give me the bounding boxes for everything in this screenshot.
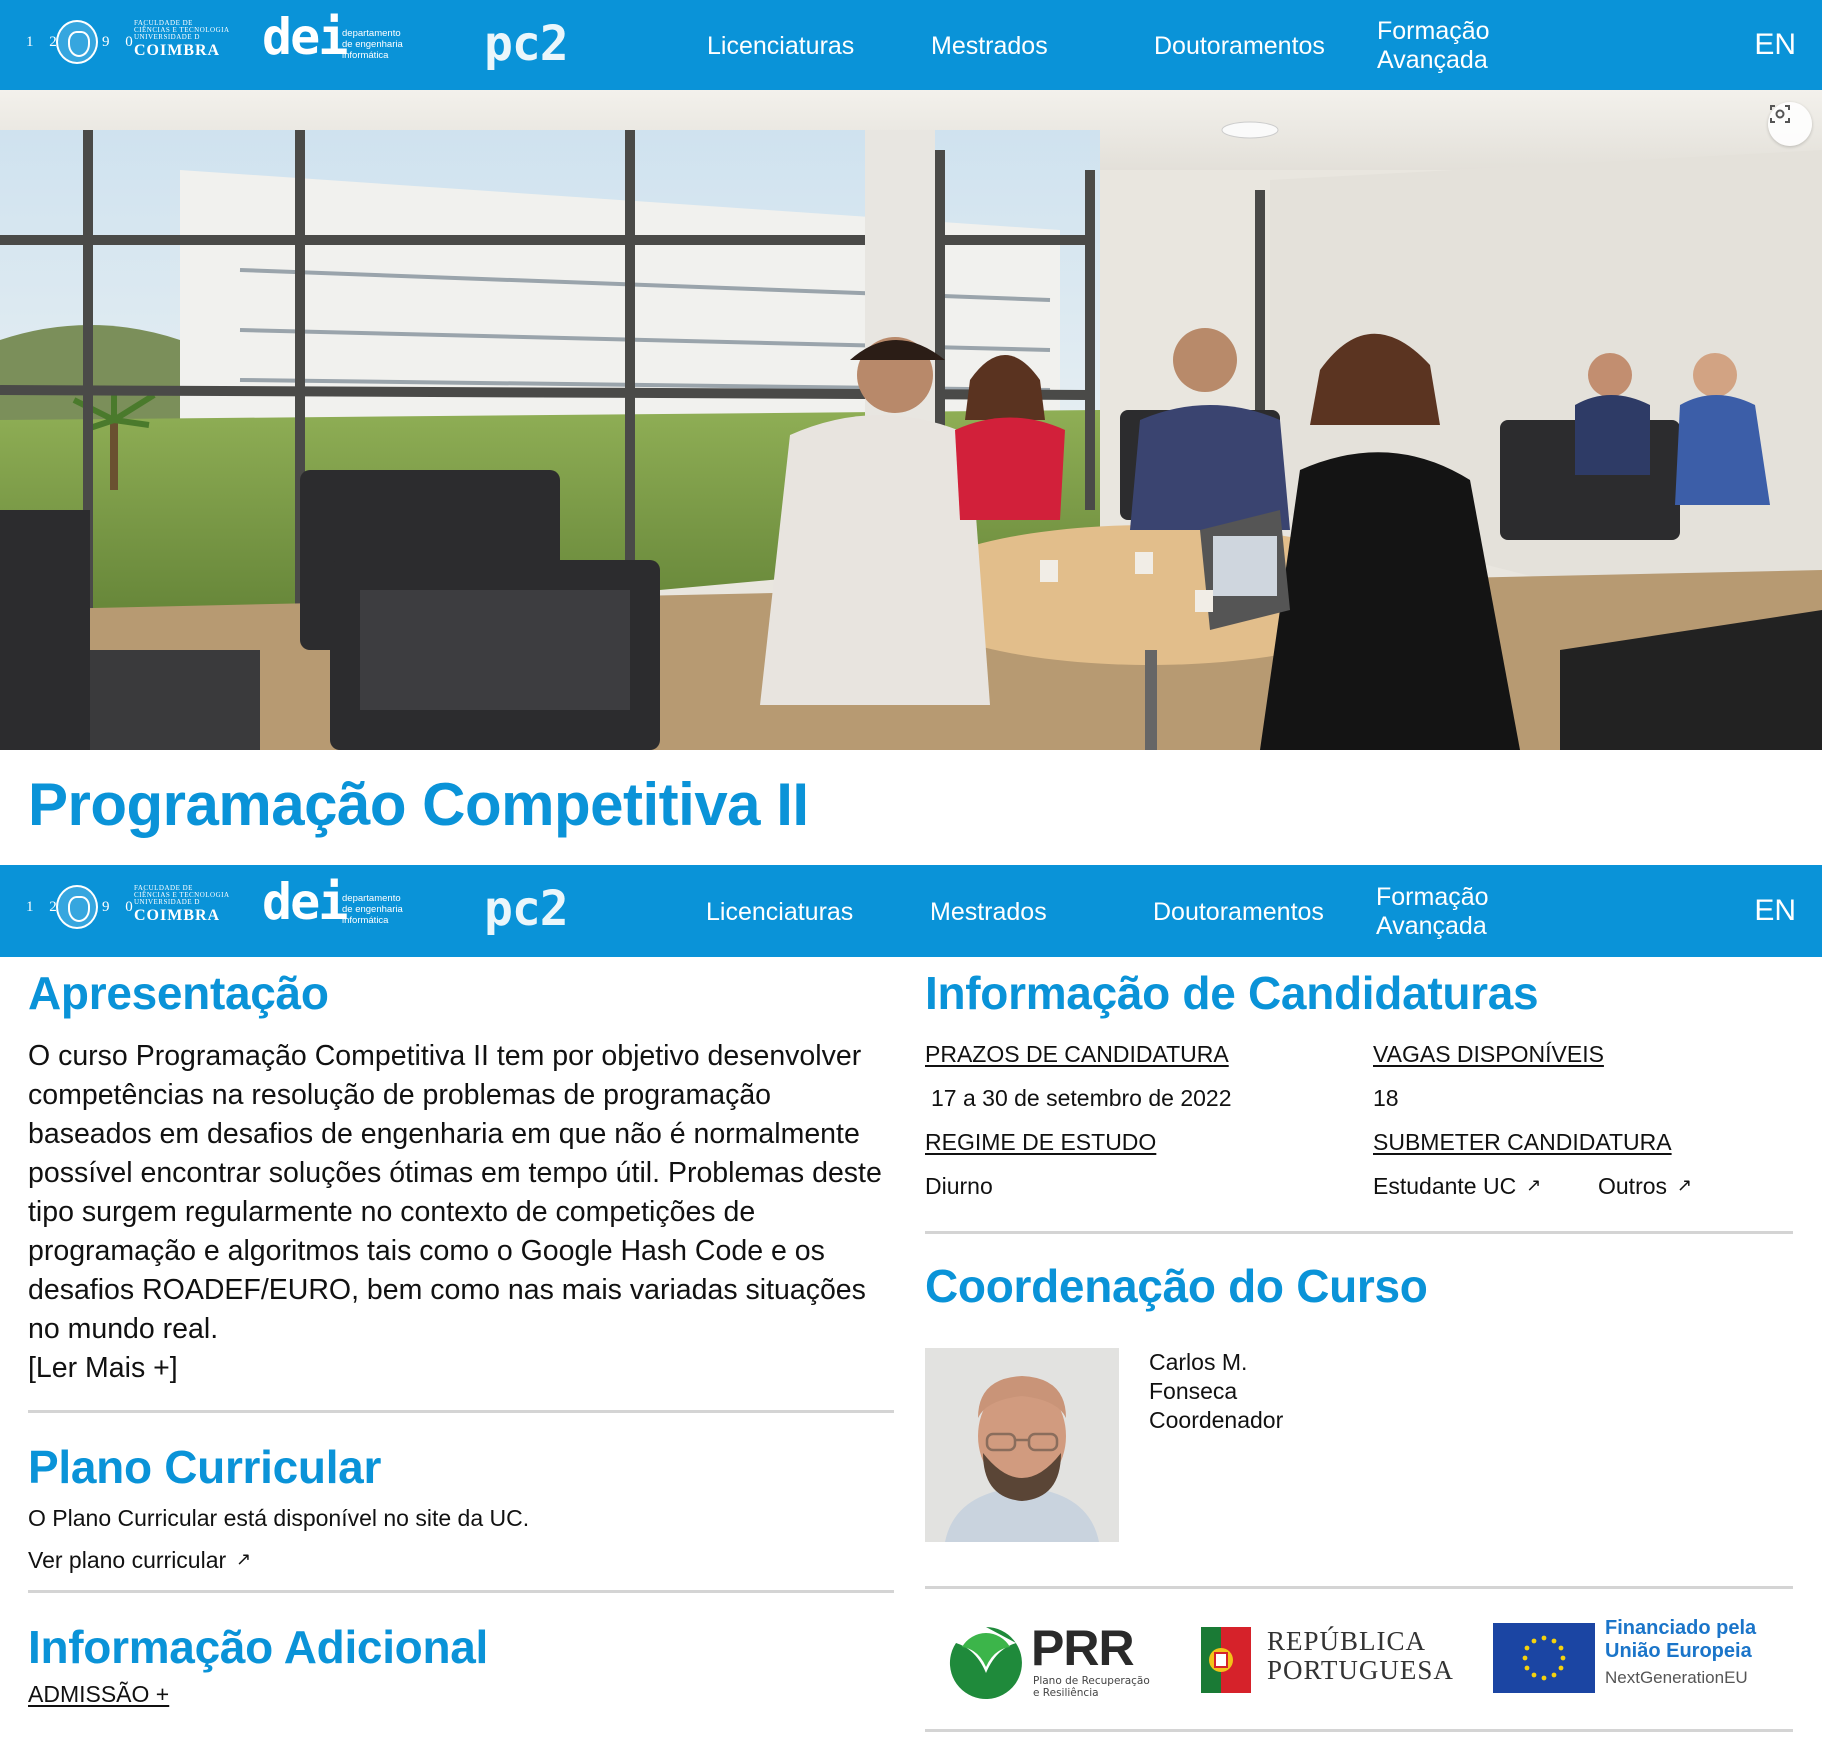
estudante-uc-link[interactable] [1373,1173,1541,1200]
republica-portuguesa-wordmark [1267,1627,1454,1685]
republica-line1: REPÚBLICA [1267,1626,1427,1656]
apresentacao-heading: Apresentação [28,967,329,1019]
nav-formacao-line1: Formação [1376,883,1489,911]
apresentacao-body: O curso Programação Competitiva II tem por objetivo desenvolver competências na resolução de problemas de programação baseados em desafios de engenharia em que não é normalmente possível encontrar soluções ótimas em tempo útil. Problemas deste tipo surgem regularmente no contexto de competições de programação e algoritmos tais como o Google Hash Code e os desafios ROADEF/EURO, bem como nas mais variadas situações no mundo real. [28,1040,882,1345]
vagas-value: 18 [1373,1085,1399,1111]
pc2-logo[interactable]: pc2 [484,881,568,937]
uc-line2: CIÊNCIAS E TECNOLOGIA [134,891,230,899]
nav-mestrados[interactable]: Mestrados [930,898,1047,926]
dei-sub3: informática [342,50,389,61]
coordinator-role: Coordenador [1149,1407,1284,1433]
coordenacao-heading: Coordenação do Curso [925,1260,1428,1312]
eu-line3: NextGenerationEU [1605,1668,1748,1687]
uc-year-right: 9 0 [102,34,139,50]
eu-flag-icon [1493,1623,1595,1693]
nav-formacao-line2: Avançada [1377,46,1488,74]
admissao-toggle[interactable]: ADMISSÃO + [28,1681,170,1707]
main-nav [0,0,1822,90]
regime-value: Diurno [925,1173,993,1199]
uc-line1: FACULDADE DE [134,884,193,892]
dei-wordmark: dei [262,8,347,66]
estudante-uc-label: Estudante UC [1373,1173,1517,1199]
coordinator-photo [925,1348,1119,1542]
eu-line1: Financiado pela [1605,1617,1757,1639]
prr-subtitle [1033,1675,1150,1699]
prazos-label: PRAZOS DE CANDIDATURA [925,1041,1229,1067]
page-title: Programação Competitiva II [28,771,809,838]
external-arrow-icon: ↗ [1526,1175,1542,1195]
submeter-label: SUBMETER CANDIDATURA [1373,1129,1672,1155]
language-switch[interactable]: EN [1754,28,1796,61]
pc2-logo[interactable]: pc2 [484,16,568,72]
nav-mestrados[interactable]: Mestrados [931,32,1048,60]
dei-wordmark: dei [262,873,347,931]
plano-text: O Plano Curricular está disponível no site da UC. [28,1505,530,1531]
portugal-flag-icon [1201,1627,1251,1693]
eu-line2: União Europeia [1605,1640,1752,1662]
sticky-navbar [0,865,1822,957]
outros-link[interactable] [1598,1173,1692,1200]
vagas-label: VAGAS DISPONÍVEIS [1373,1041,1604,1067]
uc-line3: UNIVERSIDADE D [134,33,200,41]
plano-link-row [28,1547,894,1574]
regime-label: REGIME DE ESTUDO [925,1129,1157,1155]
divider [28,1590,894,1593]
dei-sub1: departamento [342,893,401,904]
main-nav [0,865,1822,957]
prazos-value: 17 a 30 de setembro de 2022 [931,1085,1232,1111]
dei-sub3: informática [342,915,389,926]
plano-heading: Plano Curricular [28,1441,382,1493]
coordinator-name-line2: Fonseca [1149,1378,1238,1404]
eu-funding-text [1605,1617,1756,1689]
funding-logos [925,1589,1793,1729]
right-column [925,965,1793,1732]
uc-year-right: 9 0 [102,899,139,915]
ver-plano-curricular-label: Ver plano curricular [28,1547,227,1573]
external-arrow-icon: ↗ [1677,1175,1693,1195]
uc-line4: COIMBRA [134,907,221,924]
divider [28,1410,894,1413]
nav-licenciaturas[interactable]: Licenciaturas [707,32,855,60]
nav-licenciaturas[interactable]: Licenciaturas [706,898,854,926]
language-switch[interactable]: EN [1754,894,1796,927]
coordinator-portrait [925,1348,1119,1542]
prr-sub2: e Resiliência [1033,1687,1099,1699]
dei-sub1: departamento [342,28,401,39]
nav-formacao-line2: Avançada [1376,912,1487,940]
top-navbar [0,0,1822,90]
nav-doutoramentos[interactable]: Doutoramentos [1154,32,1325,60]
ver-plano-curricular-link[interactable] [28,1547,251,1574]
divider [925,1231,1793,1234]
uc-line1: FACULDADE DE [134,19,193,27]
uc-line4: COIMBRA [134,42,221,59]
left-column [28,965,894,1742]
outros-label: Outros [1598,1173,1668,1199]
coordinator-name-line1: Carlos M. [1149,1349,1248,1375]
uc-line3: UNIVERSIDADE D [134,898,200,906]
external-arrow-icon: ↗ [236,1549,252,1569]
candidaturas-grid [925,1033,1793,1219]
coordinator-card [925,1348,1793,1542]
visual-search-button[interactable] [1768,102,1812,146]
divider [925,1729,1793,1732]
coordinator-info [1149,1348,1283,1435]
prr-sub1: Plano de Recuperação [1033,1675,1150,1687]
uc-year-left: 1 2 [26,34,63,50]
nav-formacao-avancada[interactable] [1376,883,1489,941]
nav-doutoramentos[interactable]: Doutoramentos [1153,898,1324,926]
read-more-link[interactable]: [Ler Mais +] [28,1352,178,1384]
prr-leaf-icon [947,1623,1025,1699]
nav-formacao-avancada[interactable] [1377,17,1490,75]
prr-wordmark: PRR [1031,1620,1134,1676]
dei-sub2: de engenharia [342,39,403,50]
info-adicional-heading: Informação Adicional [28,1621,489,1673]
nav-formacao-line1: Formação [1377,17,1490,45]
uc-year-left: 1 2 [26,899,63,915]
candidaturas-heading: Informação de Candidaturas [925,967,1539,1019]
uc-line2: CIÊNCIAS E TECNOLOGIA [134,26,230,34]
hero-photo-illustration [0,90,1822,750]
scan-icon [1768,102,1792,126]
admissao-row [28,1681,894,1708]
republica-line2: PORTUGUESA [1267,1655,1454,1685]
hero-image [0,90,1822,750]
dei-sub2: de engenharia [342,904,403,915]
apresentacao-text [28,1037,894,1388]
